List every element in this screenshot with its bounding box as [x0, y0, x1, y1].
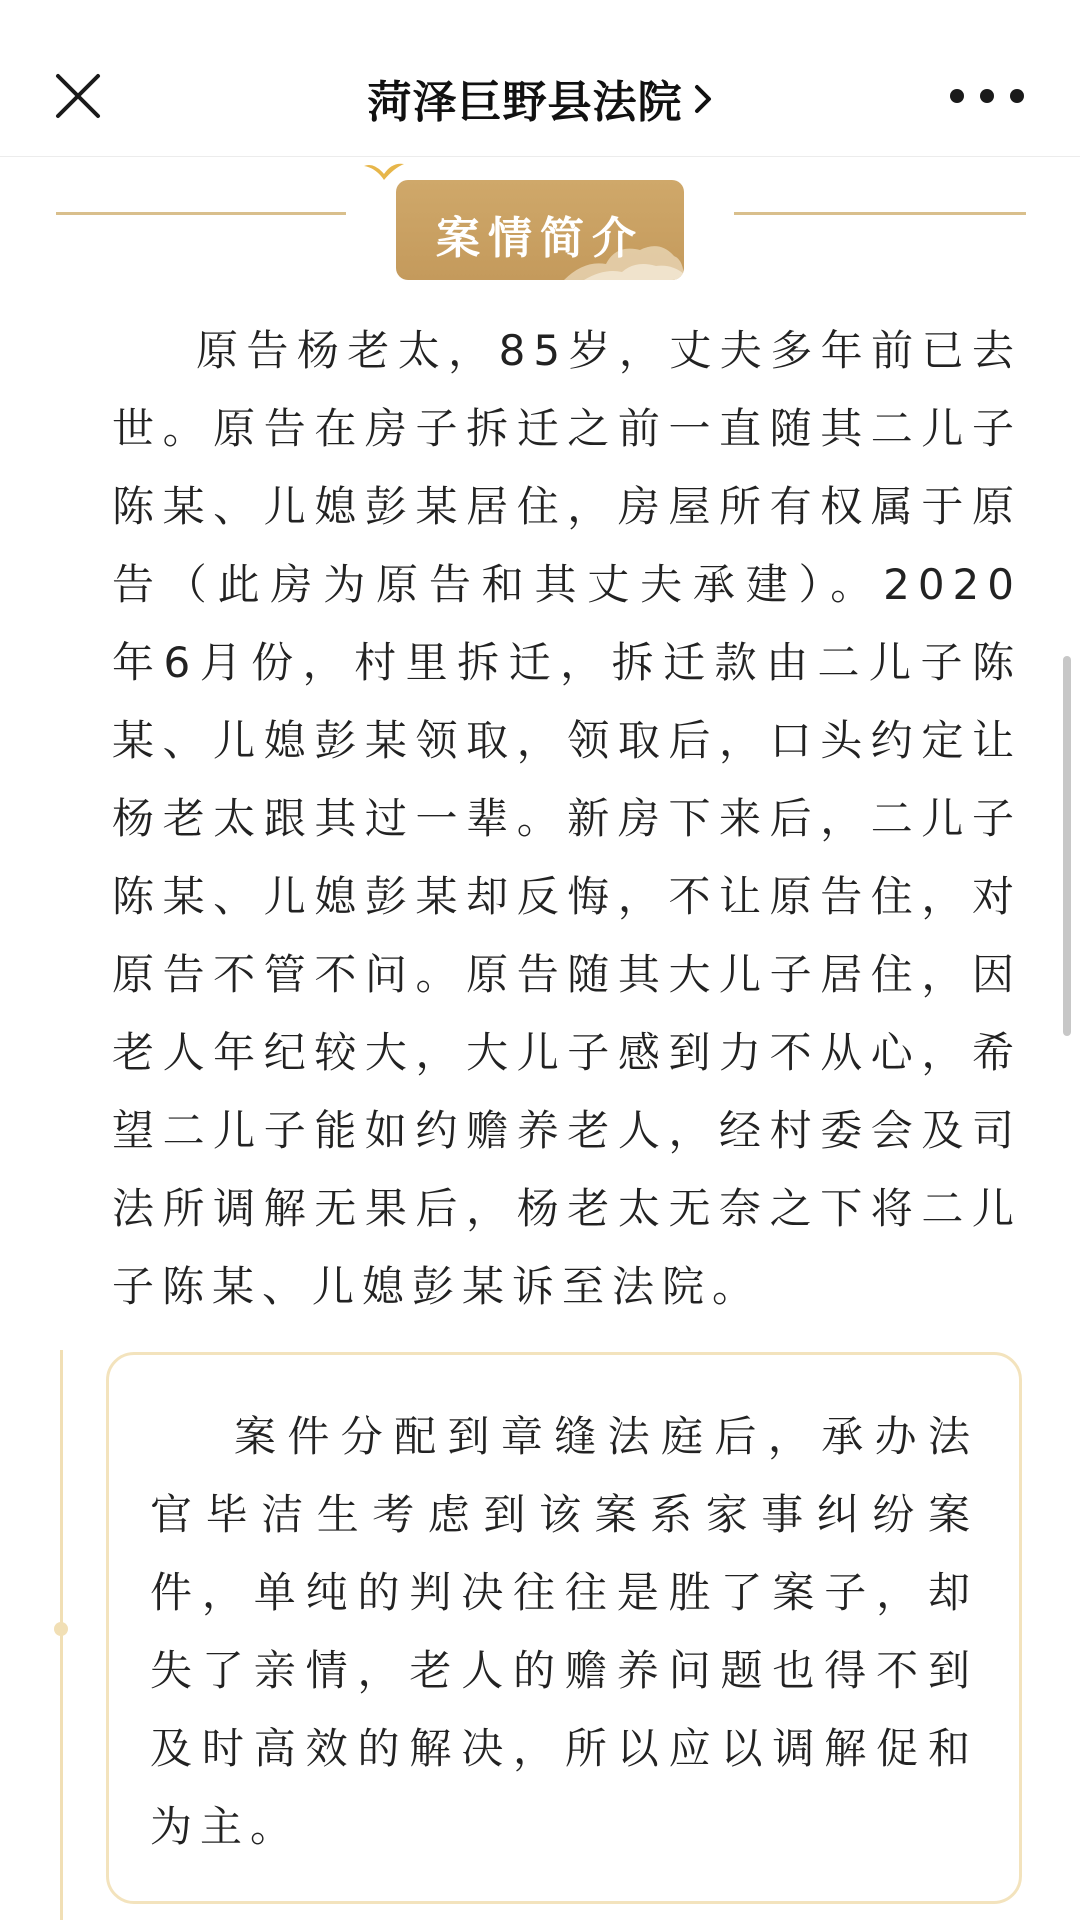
case-intro-paragraph: 原告杨老太，85岁，丈夫多年前已去世。原告在房子拆迁之前一直随其二儿子陈某、儿媳彭某居住，房屋所有权属于原告（此房为原告和其丈夫承建）。2020年6月份，村里拆迁，拆迁款由二儿子陈某、儿媳彭某领取，领取后，口头约定让杨老太跟其过一辈。新房下来后，二儿子陈某、儿媳彭某却反悔，不让原告住，对原告不管不问。原告随其大儿子居住，因老人年纪较大，大儿子感到力不从心，希望二儿子能如约赡养老人，经村委会及司法所调解无果后，杨老太无奈之下将二儿子陈某、儿媳彭某诉至法院。 — [112, 326, 1022, 1311]
more-icon — [944, 78, 1030, 114]
top-nav-bar — [0, 0, 1080, 157]
divider-line-right — [734, 212, 1026, 215]
section-title: 案情简介 — [436, 213, 644, 264]
page-title: 菏泽巨野县法院 — [367, 77, 683, 128]
account-title-link[interactable] — [0, 66, 1080, 130]
more-button[interactable] — [944, 78, 1030, 114]
scrollbar[interactable] — [1063, 656, 1071, 1036]
quote-paragraph: 案件分配到章缝法庭后，承办法官毕洁生考虑到该案系家事纠纷案件，单纯的判决往往是胜了案子，却失了亲情，老人的赡养问题也得不到及时高效的解决，所以应以调解促和为主。 — [150, 1412, 978, 1851]
bird-ornament-icon — [362, 160, 406, 182]
chevron-right-icon — [693, 75, 713, 126]
section-header — [0, 156, 1080, 286]
divider-line-left — [56, 212, 346, 215]
side-rule-dot — [54, 1622, 68, 1636]
section-badge — [396, 180, 684, 280]
